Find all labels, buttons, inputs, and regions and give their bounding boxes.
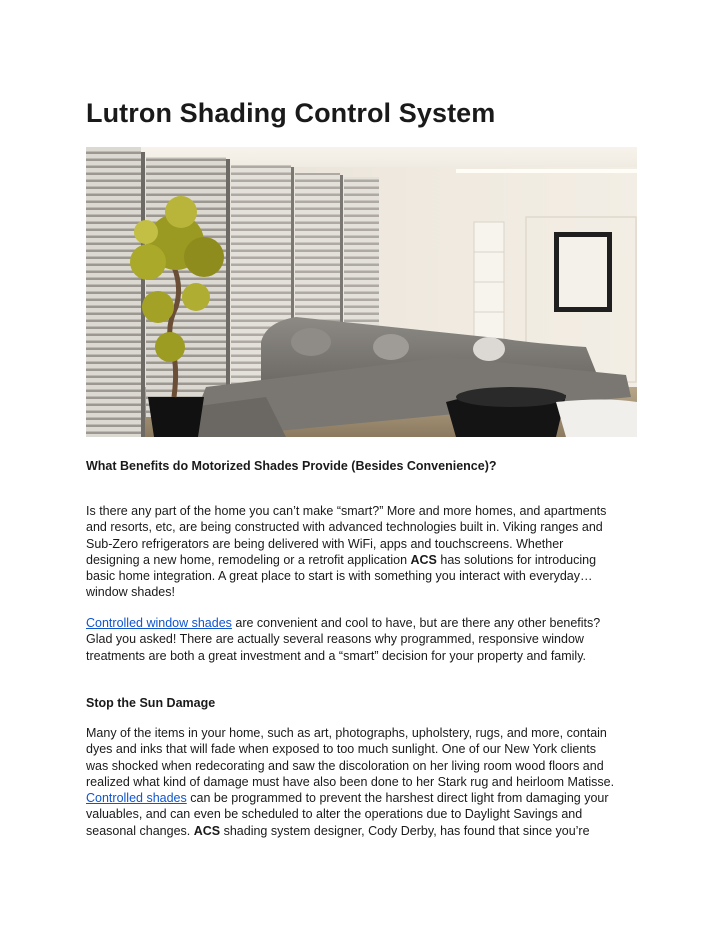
- text-fragment: shading system designer, Cody Derby, has found that since you’re: [220, 823, 590, 838]
- text-fragment: seasonal changes.: [86, 823, 194, 838]
- text-line: dyes and inks that will fade when exposed to too much sunlight. One of our New York clients: [86, 742, 597, 757]
- paragraph-smart-home: [86, 503, 638, 601]
- text-fragment: designing a new home, remodeling or a retrofit application: [86, 552, 411, 567]
- text-fragment: are convenient and cool to have, but are there any other benefits?: [231, 616, 601, 630]
- paragraph-benefits: [86, 615, 638, 664]
- text-line: [86, 552, 638, 568]
- text-line: [86, 615, 638, 631]
- paragraph-sun-damage: [86, 725, 638, 839]
- text-fragment: has solutions for introducing: [436, 552, 597, 567]
- text-line: Glad you asked! There are actually several reasons why programmed, responsive window: [86, 632, 584, 647]
- text-line: realized what kind of damage must have also been done to her Stark rug and heirloom Matisse.: [86, 774, 615, 789]
- controlled-shades-link[interactable]: Controlled shades: [86, 791, 187, 806]
- text-line: window shades!: [86, 585, 175, 600]
- text-line: valuables, and can even be scheduled to alter the operations due to Daylight Savings and: [86, 807, 583, 822]
- text-line: [86, 790, 638, 806]
- text-line: Is there any part of the home you can’t make “smart?” More and more homes, and apartments: [86, 504, 607, 518]
- controlled-window-shades-link[interactable]: Controlled window shades: [86, 616, 232, 630]
- acs-bold: ACS: [410, 552, 437, 567]
- text-line: Many of the items in your home, such as art, photographs, upholstery, rugs, and more, contain: [86, 726, 607, 740]
- hero-image: [86, 147, 637, 437]
- text-line: basic home integration. A great place to start is with something you interact with everyday…: [86, 569, 593, 584]
- acs-bold: ACS: [193, 823, 221, 838]
- text-line: Sub-Zero refrigerators are being delivered with WiFi, apps and touchscreens. Whether: [86, 536, 564, 551]
- text-fragment: can be programmed to prevent the harshest direct light from damaging your: [186, 791, 609, 806]
- section-heading-sun-damage: Stop the Sun Damage: [86, 696, 216, 710]
- text-line: and resorts, etc, are being constructed with advanced technologies built in. Viking ranges and: [86, 520, 603, 535]
- text-line: was shocked when redecorating and saw the discoloration on her living room wood floors and: [86, 758, 604, 773]
- page-title: Lutron Shading Control System: [86, 98, 496, 128]
- text-line: [86, 823, 638, 839]
- text-line: treatments are both a great investment and a “smart” decision for your property and family.: [86, 648, 586, 663]
- section-heading-benefits: What Benefits do Motorized Shades Provide (Besides Convenience)?: [86, 459, 497, 473]
